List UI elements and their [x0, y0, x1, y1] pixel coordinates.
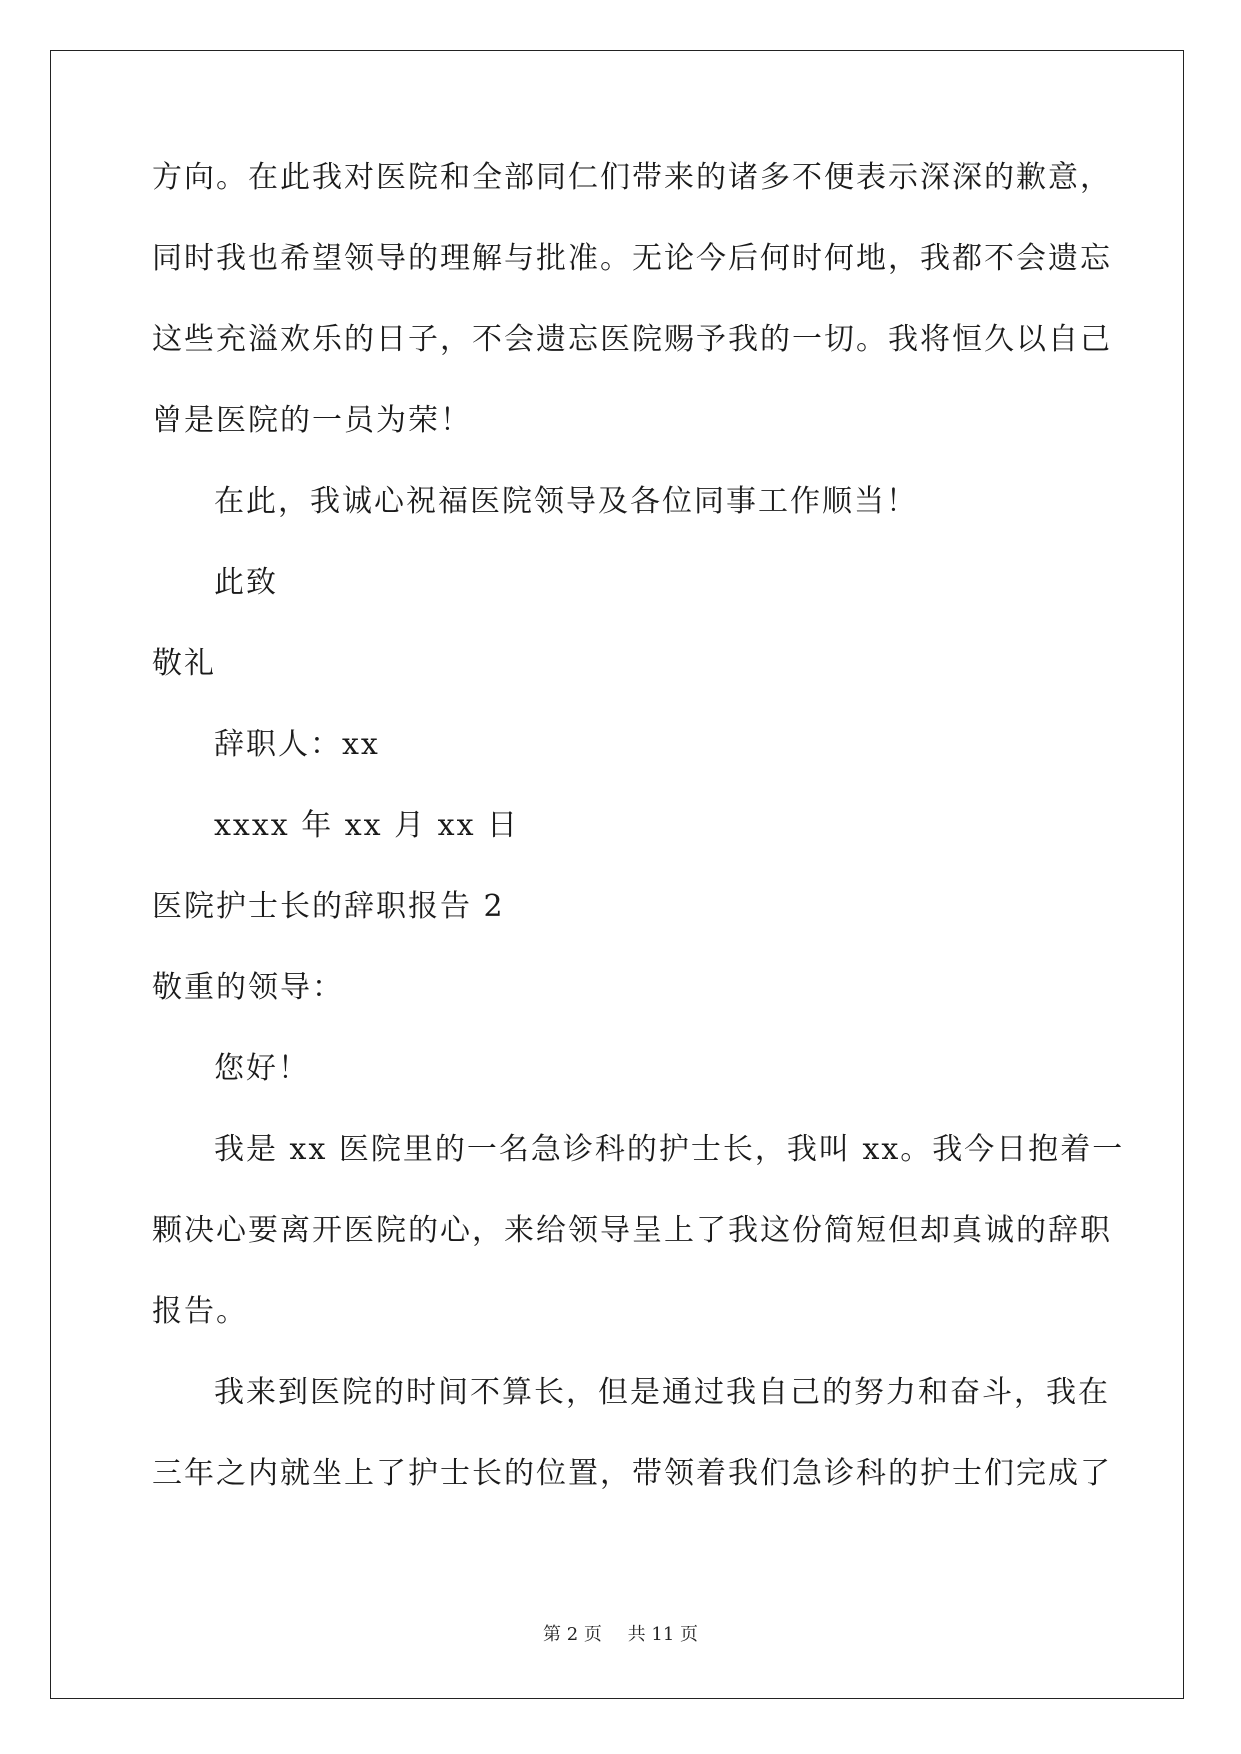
text-line: 我是 xx 医院里的一名急诊科的护士长，我叫 xx。我今日抱着一	[214, 1132, 1125, 1167]
text-line: 同时我也希望领导的理解与批准。无论今后何时何地，我都不会遗忘	[152, 241, 1112, 276]
page-number: 第 2 页	[543, 1624, 602, 1645]
text-line: 曾是医院的一员为荣！	[152, 403, 472, 438]
closing-salutation: 此致	[214, 565, 278, 600]
date-line: xxxx 年 xx 月 xx 日	[214, 808, 520, 843]
closing-regards: 敬礼	[152, 646, 216, 681]
text-line: 报告。	[152, 1294, 248, 1329]
text-line: 三年之内就坐上了护士长的位置，带领着我们急诊科的护士们完成了	[152, 1456, 1112, 1491]
document-body	[152, 156, 1125, 1533]
text-line: 方向。在此我对医院和全部同仁们带来的诸多不便表示深深的歉意，	[152, 160, 1112, 195]
text-line: 这些充溢欢乐的日子，不会遗忘医院赐予我的一切。我将恒久以自己	[152, 322, 1112, 357]
page-footer	[0, 1620, 1241, 1646]
text-line: 我来到医院的时间不算长，但是通过我自己的努力和奋斗，我在	[214, 1375, 1110, 1410]
greeting: 您好！	[214, 1051, 310, 1086]
section-title: 医院护士长的辞职报告 2	[152, 889, 505, 924]
signature-line: 辞职人：xx	[214, 727, 380, 762]
salutation: 敬重的领导：	[152, 970, 344, 1005]
text-line: 颗决心要离开医院的心，来给领导呈上了我这份简短但却真诚的辞职	[152, 1213, 1112, 1248]
text-line: 在此，我诚心祝福医院领导及各位同事工作顺当！	[214, 484, 918, 519]
page-total: 共 11 页	[627, 1624, 698, 1645]
